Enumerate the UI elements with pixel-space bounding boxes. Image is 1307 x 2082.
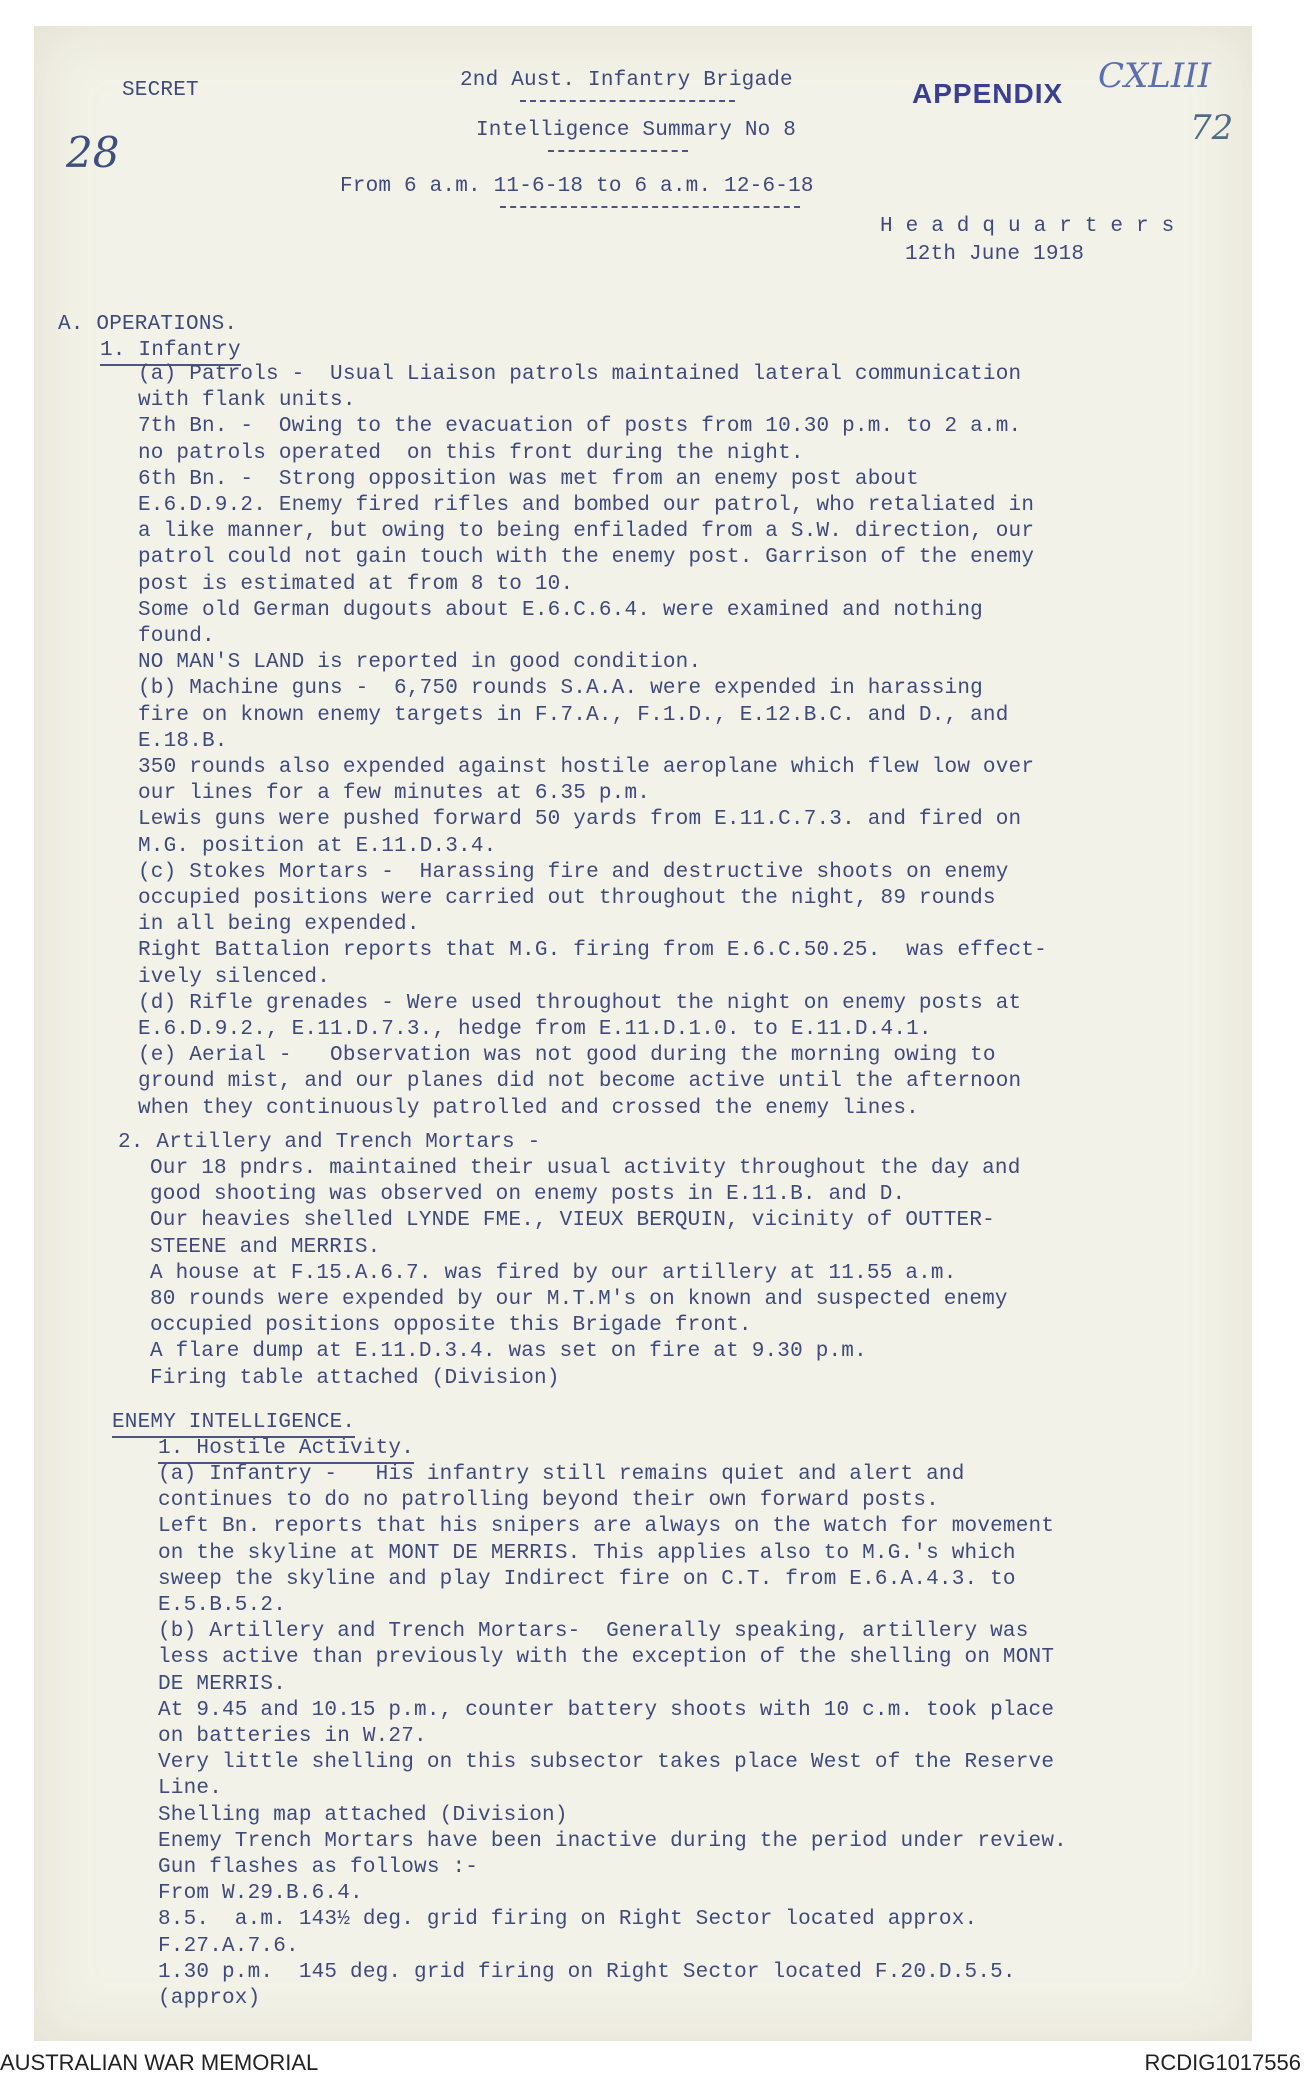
text-line: (b) Artillery and Trench Mortars- Generally speaking, artillery was: [158, 1620, 1029, 1644]
divider: [520, 100, 735, 102]
text-line: fire on known enemy targets in F.7.A., F.1.D., E.12.B.C. and D., and: [138, 703, 1009, 727]
report-date: 12th June 1918: [905, 243, 1085, 266]
subsection-heading: 1. Infantry: [100, 338, 241, 366]
text-line: 6th Bn. - Strong opposition was met from an enemy post about: [138, 467, 919, 491]
text-line: (e) Aerial - Observation was not good during the morning owing to: [138, 1044, 996, 1068]
text-line: Very little shelling on this subsector takes place West of the Reserve: [158, 1751, 1055, 1775]
appendix-stamp: APPENDIX: [912, 78, 1064, 109]
divider: [548, 150, 688, 152]
text-line: A flare dump at E.11.D.3.4. was set on fire at 9.30 p.m.: [150, 1340, 867, 1364]
text-line: Some old German dugouts about E.6.C.6.4. were examined and nothing: [138, 598, 983, 622]
footer-right: RCDIG1017556: [1144, 2050, 1301, 2075]
text-line: F.27.A.7.6.: [158, 1934, 299, 1958]
text-line: occupied positions opposite this Brigade front.: [150, 1314, 752, 1338]
text-line: (a) Patrols - Usual Liaison patrols maintained lateral communication: [138, 363, 1022, 386]
text-line: 8.5. a.m. 143½ deg. grid firing on Right Sector located approx.: [158, 1908, 978, 1932]
text-line: (d) Rifle grenades - Were used throughout the night on enemy posts at: [138, 991, 1022, 1015]
text-line: continues to do no patrolling beyond their own forward posts.: [158, 1489, 939, 1513]
text-line: a like manner, but owing to being enfiladed from a S.W. direction, our: [138, 520, 1035, 544]
annotation-number: CXLIII: [1098, 56, 1212, 96]
text-line: Right Battalion reports that M.G. firing from E.6.C.50.25. was effect-: [138, 939, 1047, 963]
subsection-heading: 1. Hostile Activity.: [158, 1436, 414, 1464]
text-line: ground mist, and our planes did not become active until the afternoon: [138, 1070, 1022, 1094]
text-line: ively silenced.: [138, 965, 331, 989]
text-line: occupied positions were carried out throughout the night, 89 rounds: [138, 887, 996, 910]
text-line: E.18.B.: [138, 729, 228, 753]
text-line: (b) Machine guns - 6,750 rounds S.A.A. were expended in harassing: [138, 677, 983, 701]
text-line: E.6.D.9.2., E.11.D.7.3., hedge from E.11.D.1.0. to E.11.D.4.1.: [138, 1018, 932, 1041]
text-line: At 9.45 and 10.15 p.m., counter battery shoots with 10 c.m. took place: [158, 1698, 1055, 1722]
headquarters: H e a d q u a r t e r s: [880, 215, 1175, 238]
text-line: sweep the skyline and play Indirect fire on C.T. from E.6.A.4.3. to: [158, 1567, 1016, 1591]
text-line: Our 18 pndrs. maintained their usual activity throughout the day and: [150, 1157, 1021, 1180]
text-line: post is estimated at from 8 to 10.: [138, 572, 574, 596]
text-line: patrol could not gain touch with the enemy post. Garrison of the enemy: [138, 546, 1035, 570]
text-line: A house at F.15.A.6.7. was fired by our artillery at 11.55 a.m.: [150, 1261, 957, 1285]
text-line: From W.29.B.6.4.: [158, 1882, 363, 1906]
text-line: Our heavies shelled LYNDE FME., VIEUX BERQUIN, vicinity of OUTTER-: [150, 1209, 995, 1233]
text-line: no patrols operated on this front during the night.: [138, 441, 804, 465]
folio-number: 28: [66, 128, 120, 177]
text-line: E.6.D.9.2. Enemy fired rifles and bombed our patrol, who retaliated in: [138, 494, 1035, 517]
text-line: less active than previously with the exception of the shelling on MONT: [158, 1646, 1055, 1670]
section-heading: A. OPERATIONS.: [58, 313, 238, 336]
text-line: Shelling map attached (Division): [158, 1803, 568, 1827]
text-line: with flank units.: [138, 389, 356, 413]
text-line: Gun flashes as follows :-: [158, 1856, 479, 1879]
text-line: when they continuously patrolled and crossed the enemy lines.: [138, 1096, 919, 1120]
text-line: (approx): [158, 1987, 261, 2010]
divider: [500, 206, 800, 208]
period: From 6 a.m. 11-6-18 to 6 a.m. 12-6-18: [340, 175, 814, 198]
text-line: on the skyline at MONT DE MERRIS. This applies also to M.G.'s which: [158, 1541, 1016, 1565]
classification: SECRET: [122, 79, 199, 102]
text-line: DE MERRIS.: [158, 1672, 287, 1696]
text-line: in all being expended.: [138, 913, 420, 937]
text-line: on batteries in W.27.: [158, 1725, 427, 1748]
text-line: STEENE and MERRIS.: [150, 1235, 381, 1259]
text-line: NO MAN'S LAND is reported in good condition.: [138, 651, 702, 675]
text-line: (c) Stokes Mortars - Harassing fire and destructive shoots on enemy: [138, 860, 1009, 884]
footer-left: AUSTRALIAN WAR MEMORIAL: [0, 2050, 319, 2075]
text-line: Enemy Trench Mortars have been inactive during the period under review.: [158, 1829, 1067, 1853]
text-line: 7th Bn. - Owing to the evacuation of posts from 10.30 p.m. to 2 a.m.: [138, 415, 1022, 439]
summary-title: Intelligence Summary No 8: [476, 119, 797, 142]
text-line: Line.: [158, 1777, 223, 1801]
subsection-heading: 2. Artillery and Trench Mortars -: [118, 1131, 541, 1154]
text-line: Left Bn. reports that his snipers are always on the watch for movement: [158, 1515, 1055, 1539]
text-line: good shooting was observed on enemy posts in E.11.B. and D.: [150, 1183, 906, 1207]
text-line: found.: [138, 625, 215, 648]
text-line: 1.30 p.m. 145 deg. grid firing on Right Sector located F.20.D.5.5.: [158, 1960, 1016, 1984]
text-line: (a) Infantry - His infantry still remains quiet and alert and: [158, 1463, 965, 1486]
text-line: M.G. position at E.11.D.3.4.: [138, 834, 497, 858]
section-heading: ENEMY INTELLIGENCE.: [112, 1410, 355, 1438]
text-line: E.5.B.5.2.: [158, 1594, 287, 1617]
text-line: Firing table attached (Division): [150, 1366, 560, 1390]
brigade-title: 2nd Aust. Infantry Brigade: [460, 69, 793, 92]
text-line: 350 rounds also expended against hostile aeroplane which flew low over: [138, 756, 1035, 779]
text-line: Lewis guns were pushed forward 50 yards from E.11.C.7.3. and fired on: [138, 808, 1022, 832]
text-line: 80 rounds were expended by our M.T.M's on known and suspected enemy: [150, 1288, 1008, 1311]
text-line: our lines for a few minutes at 6.35 p.m.: [138, 782, 651, 806]
page-number: 72: [1190, 108, 1234, 148]
